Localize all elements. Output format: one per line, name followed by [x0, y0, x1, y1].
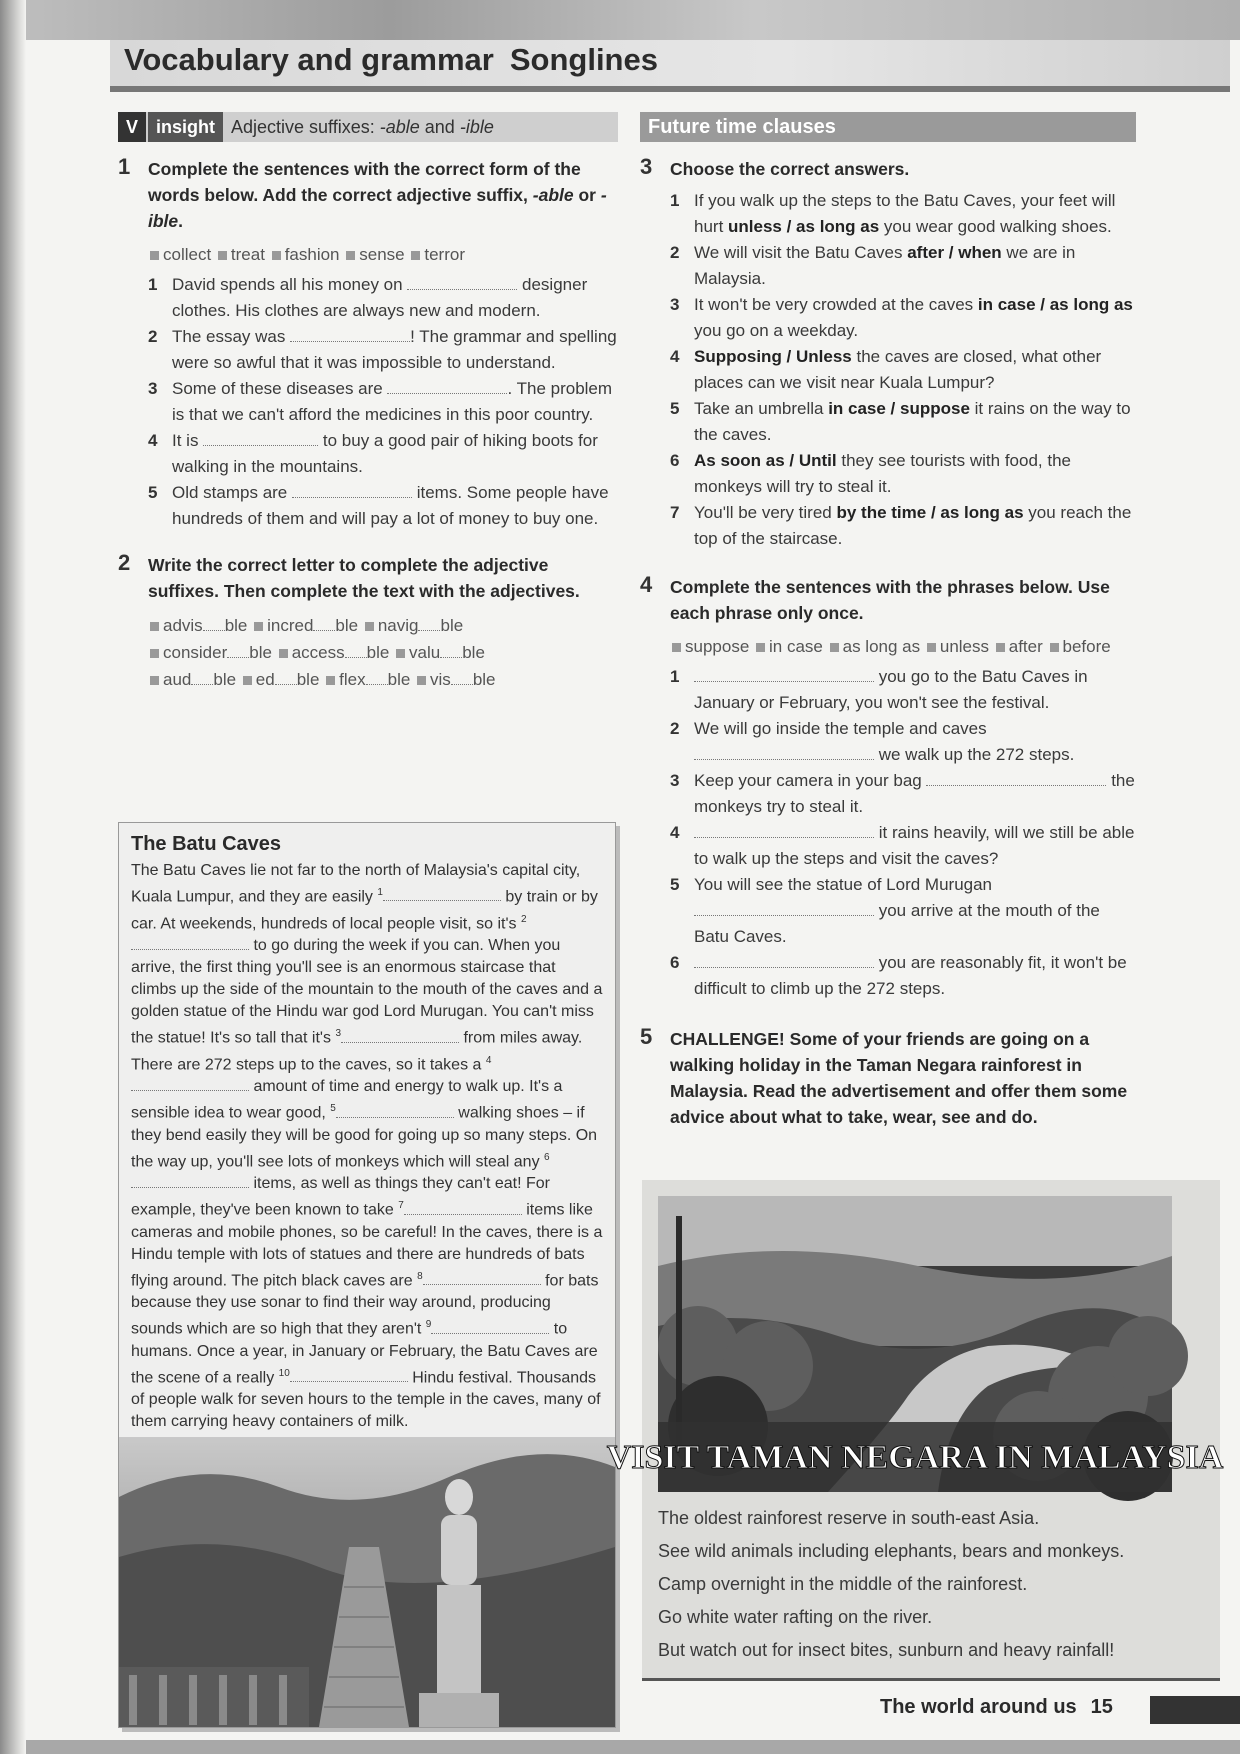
list-item: 3 Some of these diseases are . The problem is that we can't afford the medicines in this poor country. [148, 379, 613, 424]
title-stripe [110, 86, 1230, 92]
ad-line: See wild animals including elephants, bears and monkeys. [658, 1541, 1125, 1561]
taman-negara-advertisement [606, 1180, 1224, 1681]
rainforest-river-photo [606, 1196, 1224, 1492]
page-number: 15 [1090, 1696, 1113, 1718]
exercise-instruction: Complete the sentences with the phrases below. Use each phrase only once. [670, 577, 1110, 623]
list-item: 3 Keep your camera in your bag the monkeys try to steal it. [670, 771, 1135, 816]
list-item: 2 We will visit the Batu Caves after / when we are in Malaysia. [670, 243, 1076, 288]
list-item: 1 David spends all his money on designer clothes. His clothes are always new and modern. [148, 275, 588, 320]
section-title: Adjective suffixes: -able and -ible [231, 116, 494, 137]
answer-blank[interactable] [131, 1078, 249, 1091]
answer-blank[interactable] [926, 771, 1106, 786]
answer-options[interactable]: in case / as long as [977, 295, 1133, 314]
exercise-instruction: Write the correct letter to complete the adjective suffixes. Then complete the text with the adjectives. [148, 555, 580, 601]
left-column [118, 112, 618, 693]
exercise-4 [640, 574, 1136, 1002]
exercise-3 [640, 156, 1136, 552]
answer-blank[interactable] [290, 327, 410, 342]
exercise-1-items [148, 272, 618, 532]
phrase-bank: suppose in case as long as unless after before [670, 634, 1136, 660]
ad-line: Go white water rafting on the river. [658, 1607, 933, 1627]
answer-options[interactable]: by the time / as long as [836, 503, 1024, 522]
answer-blank[interactable] [423, 1272, 541, 1285]
list-item: 5 You will see the statue of Lord Murugan you arrive at the mouth of the Batu Caves. [670, 875, 1100, 946]
right-column [640, 112, 1136, 1130]
list-item: 1 you go to the Batu Caves in January or February, you won't see the festival. [670, 667, 1088, 712]
answer-blank[interactable] [694, 901, 874, 916]
exercise-number: 4 [640, 572, 653, 597]
exercise-1 [118, 156, 618, 532]
exercise-number: 2 [118, 550, 131, 575]
list-item: 2 The essay was ! The grammar and spelling were so awful that it was impossible to understand. [148, 327, 617, 372]
exercise-instruction: Choose the correct answers. [670, 159, 910, 179]
answer-options[interactable]: in case / suppose [828, 399, 970, 418]
bottom-scan-edge [26, 1740, 1240, 1754]
ad-line: The oldest rainforest reserve in south-east Asia. [658, 1508, 1040, 1528]
exercise-number: 3 [640, 154, 653, 179]
ad-line: Camp overnight in the middle of the rainforest. [658, 1574, 1028, 1594]
answer-blank[interactable] [404, 1202, 522, 1215]
header-photo-band [26, 0, 1240, 40]
footer-unit-title: The world around us [880, 1696, 1077, 1718]
exercise-3-items [670, 188, 1136, 552]
section-header-adjective-suffixes [118, 112, 618, 142]
list-item: 4 It is to buy a good pair of hiking boots for walking in the mountains. [148, 431, 598, 476]
vocabulary-badge: V [118, 112, 146, 142]
answer-options[interactable]: unless / as long as [728, 217, 880, 236]
exercise-5 [640, 1026, 1136, 1130]
answer-blank[interactable] [131, 937, 249, 950]
section-header-future-time-clauses [640, 112, 1136, 142]
ad-text [658, 1502, 1218, 1667]
page-title [124, 42, 674, 78]
answer-blank[interactable] [292, 483, 412, 498]
list-item: 1 If you walk up the steps to the Batu Caves, your feet will hurt unless / as long as you wear good walking shoes. [670, 191, 1116, 236]
word-bank: collect treat fashion sense terror [148, 242, 618, 268]
suffix-row: aud ble ed ble flex ble vis ble [148, 666, 618, 693]
list-item: 7 You'll be very tired by the time / as long as you reach the top of the staircase. [670, 503, 1132, 548]
answer-blank[interactable] [694, 953, 874, 968]
answer-options[interactable]: As soon as / Until [694, 451, 837, 470]
list-item: 5 Old stamps are items. Some people have hundreds of them and will pay a lot of money to buy one. [148, 483, 609, 528]
list-item: 3 It won't be very crowded at the caves in case / as long as you go on a weekday. [670, 295, 1133, 340]
answer-options[interactable]: Supposing / Unless [694, 347, 852, 366]
answer-blank[interactable] [694, 745, 874, 760]
answer-blank[interactable] [694, 667, 874, 682]
exercise-number: 1 [118, 154, 131, 179]
page-binding-edge [0, 0, 26, 1754]
list-item: 4 Supposing / Unless the caves are closed, what other places can we visit near Kuala Lumpur? [670, 347, 1102, 392]
answer-blank[interactable] [387, 379, 507, 394]
list-item: 4 it rains heavily, will we still be able to walk up the steps and visit the caves? [670, 823, 1135, 868]
reading-text: The Batu Caves lie not far to the north of Malaysia's capital city, Kuala Lumpur, and they are easily $^1$ by train or by car. At weekends, hundreds of local people visit, so it's $^2$ to go during the week if you can. When you arrive, the first thing you'll see is an enormous staircase that climbs up the side of the mountain to the mouth of the caves and a golden statue of the Hindu war god Lord Murugan. You can't miss the statue! It's so tall that it's $^3$ from miles away. There are 272 steps up to the caves, so it takes a $^4$ amount of time and energy to walk up. It's a sensible idea to wear good, $^5$ walking shoes – if they bend easily they will be good for going up so many steps. On the way up, you'll see lots of monkeys which will steal any $^6$ items, as well as things they can't eat! For example, they've been known to take $^7$ items like cameras and mobile phones, so be careful! In the caves, there is a Hindu temple with lots of statues and there are hundreds of bats flying around. The pitch black caves are $^8$ for bats because they use sonar to find their way around, producing sounds which are so high that they aren't $^9$ to humans. Once a year, in January or February, the Batu Caves are the scene of a really $^{10}$ Hindu festival. Thousands of people walk for seven hours to the temple in the caves, many of them carrying heavy containers of milk. [131, 862, 603, 1431]
answer-blank[interactable] [431, 1321, 549, 1334]
reading-title: The Batu Caves [131, 833, 282, 855]
footer-tab [1150, 1696, 1240, 1724]
page-title-main: Vocabulary and grammar [124, 42, 494, 77]
list-item: 5 Take an umbrella in case / suppose it rains on the way to the caves. [670, 399, 1131, 444]
page-title-sub: Songlines [509, 42, 658, 77]
suffix-row: advis ble incred ble navig ble [148, 612, 618, 639]
ad-headline: VISIT TAMAN NEGARA IN MALAYSIA [606, 1439, 1224, 1476]
answer-options[interactable]: after / when [907, 243, 1002, 262]
batu-caves-reading-box [118, 822, 616, 1728]
insight-badge: insight [148, 112, 223, 142]
answer-blank[interactable] [336, 1105, 454, 1118]
answer-blank[interactable] [694, 823, 874, 838]
ad-line: But watch out for insect bites, sunburn and heavy rainfall! [658, 1640, 1115, 1660]
section-title: Future time clauses [648, 115, 836, 138]
answer-blank[interactable] [203, 431, 318, 446]
batu-caves-photo [119, 1437, 615, 1727]
exercise-instruction: Complete the sentences with the correct form of the words below. Add the correct adjective suffix, -able or -ible. [148, 159, 607, 231]
list-item: 6 you are reasonably fit, it won't be difficult to climb up the 272 steps. [670, 953, 1127, 998]
list-item: 6 As soon as / Until they see tourists with food, the monkeys will try to steal it. [670, 451, 1071, 496]
exercise-4-items [670, 664, 1136, 1002]
page-footer [880, 1696, 1113, 1719]
answer-blank[interactable] [383, 888, 501, 901]
exercise-2 [118, 552, 618, 693]
exercise-number: 5 [640, 1024, 653, 1049]
suffix-row: consider ble access ble valu ble [148, 639, 618, 666]
answer-blank[interactable] [290, 1369, 408, 1382]
exercise-instruction: CHALLENGE! Some of your friends are going on a walking holiday in the Taman Negara rainforest in Malaysia. Read the advertisement and offer them some advice about what to take, wear, see and do. [670, 1029, 1128, 1127]
answer-blank[interactable] [341, 1030, 459, 1043]
list-item: 2 We will go inside the temple and caves we walk up the 272 steps. [670, 719, 1075, 764]
answer-blank[interactable] [407, 275, 517, 290]
suffix-word-bank [148, 612, 618, 693]
answer-blank[interactable] [131, 1175, 249, 1188]
